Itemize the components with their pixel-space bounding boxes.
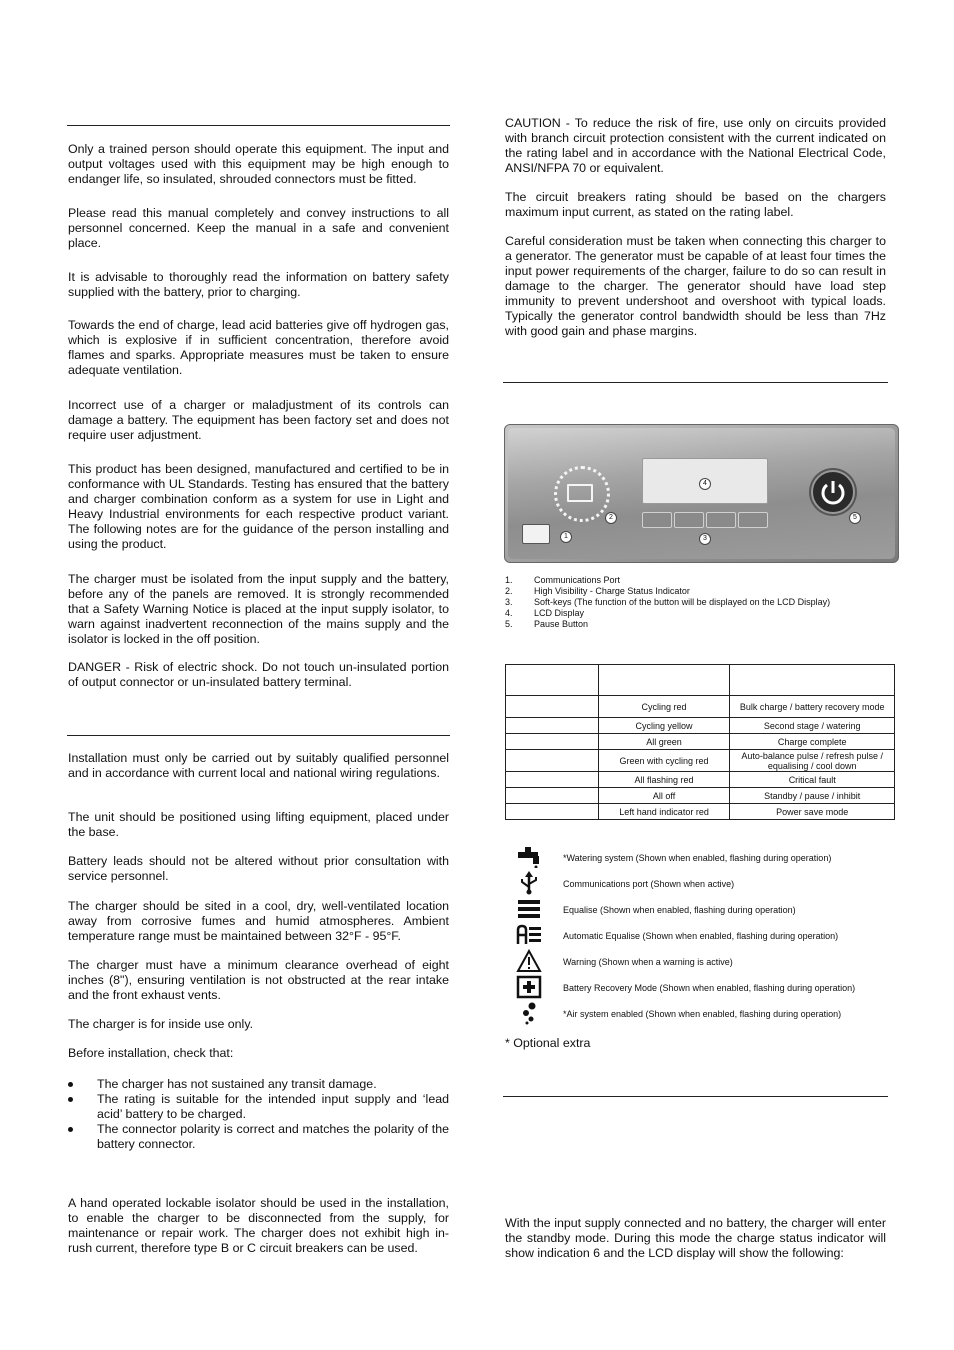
control-panel-image [504,424,899,563]
watering-tap-icon [515,845,543,869]
communications-port-icon [522,524,550,544]
section-rule [503,1096,888,1097]
table-row: Cycling yellow Second stage / watering [506,718,895,734]
callout-label: 3 [699,533,711,545]
softkey-button[interactable] [706,512,736,528]
install-paragraph-3: Battery leads should not be altered without prior consultation with service personnel. [68,854,449,883]
safety-paragraph-5: Incorrect use of a charger or maladjustment of its controls can damage a battery. The equipment has been factory set and does not require user adjustment. [68,398,449,442]
breaker-paragraph: The circuit breakers rating should be based on the chargers maximum input current, as stated on the rating label. [505,190,886,219]
isolator-paragraph: A hand operated lockable isolator should be used in the installation, to enable the charger to be disconnected from the supply, for maintenance or repair work. The charger does not exhibit high in-rush current, therefore type B or C circuit breakers can be used. [68,1196,449,1255]
list-item: 2. High Visibility - Charge Status Indicator [505,586,690,596]
table-row: All off Standby / pause / inhibit [506,788,895,804]
bullet-icon [68,1097,73,1102]
table-row: Left hand indicator red Power save mode [506,804,895,820]
danger-paragraph: DANGER - Risk of electric shock. Do not touch un-insulated portion of output connector or un-insulated battery terminal. [68,660,449,689]
section-rule [67,735,450,736]
pause-button[interactable] [811,470,855,514]
install-paragraph-6: The charger is for inside use only. [68,1017,254,1031]
list-item: *Air system enabled (Shown when enabled, flashing during operation) [515,1001,895,1025]
section-rule [503,382,888,383]
safety-paragraph-4: Towards the end of charge, lead acid batteries give off hydrogen gas, which is explosive if in sufficient concentration, therefore avoid flames and sparks. Appropriate measures must be taken to ensure adequate ventilation. [68,318,449,377]
generator-paragraph: Careful consideration must be taken when connecting this charger to a generator. The generator must be capable of at least four times the input power requirements of the charger, failure to do so can result in damage to the charger. The generator should have load step immunity to prevent undershoot and overshoot with typical loads. Typically the generator control bandwidth should be less than 7Hz with good gain and phase margins. [505,234,886,338]
panel-face [508,428,895,559]
table-row: Green with cycling red Auto-balance pulse / refresh pulse / equalising / cool down [506,750,895,772]
panel-legend [505,575,895,630]
list-item: Automatic Equalise (Shown when enabled, flashing during operation) [515,923,895,947]
standby-paragraph: With the input supply connected and no battery, the charger will enter the standby mode. During this mode the charge status indicator will show indication 6 and the LCD display will show the following: [505,1216,886,1260]
safety-paragraph-3: It is advisable to thoroughly read the information on battery safety supplied with the battery, prior to charging. [68,270,449,299]
list-item: 3. Soft-keys (The function of the button will be displayed on the LCD Display) [505,597,831,607]
safety-paragraph-6: This product has been designed, manufactured and certified to be in conformance with UL Standards. Testing has ensured that the battery and charger combination conform as a system for use in Light and Heavy Industrial environments for each respective product variant. The following notes are for the guidance of the person installing and using the product. [68,462,449,551]
list-item: 4. LCD Display [505,608,585,618]
table-header-row [506,665,895,696]
list-item: The charger has not sustained any transit damage. [68,1077,449,1092]
table-row: All green Charge complete [506,734,895,750]
install-paragraph-4: The charger should be sited in a cool, dry, well-ventilated location away from corrosive fumes and humid atmospheres. Ambient temperature range must be maintained between 32°F - 95°F. [68,899,449,943]
safety-paragraph-1: Only a trained person should operate this equipment. The input and output voltages used with this equipment may be high enough to endanger life, so insulated, shrouded connectors must be fitted. [68,142,449,186]
softkey-button[interactable] [642,512,672,528]
safety-paragraph-2: Please read this manual completely and convey instructions to all personnel concerned. Keep the manual in a safe and convenient place. [68,206,449,250]
install-paragraph-1: Installation must only be carried out by suitably qualified personnel and in accordance with current local and national wiring regulations. [68,751,449,780]
list-item: *Watering system (Shown when enabled, flashing during operation) [515,845,895,869]
power-icon [813,472,853,512]
list-item: Equalise (Shown when enabled, flashing during operation) [515,897,895,921]
usb-icon [515,871,543,895]
install-paragraph-2: The unit should be positioned using lifting equipment, placed under the base. [68,810,449,839]
checklist [68,1077,449,1152]
list-item: 5. Pause Button [505,619,589,629]
battery-recovery-cross-icon [515,975,543,999]
softkey-button[interactable] [674,512,704,528]
callout-label: 2 [605,512,617,524]
table-row: Cycling red Bulk charge / battery recovery mode [506,696,895,718]
bullet-icon [68,1127,73,1132]
optional-extra-note: * Optional extra [505,1036,591,1050]
warning-triangle-icon [515,949,543,973]
bullet-icon [68,1082,73,1087]
table-row: All flashing red Critical fault [506,772,895,788]
callout-label: 5 [849,512,861,524]
callout-label: 1 [560,531,572,543]
list-item: Warning (Shown when a warning is active) [515,949,895,973]
list-item: The connector polarity is correct and matches the polarity of the battery connector. [68,1122,449,1152]
list-item: 1. Communications Port [505,575,621,585]
safety-paragraph-7: The charger must be isolated from the input supply and the battery, before any of the panels are removed. It is strongly recommended that a Safety Warning Notice is placed at the input supply isolator, to warn against inadvertent reconnection of the mains supply and the isolator is locked in the off position. [68,572,449,646]
list-item: Battery Recovery Mode (Shown when enabled, flashing during operation) [515,975,895,999]
caution-paragraph: CAUTION - To reduce the risk of fire, use only on circuits provided with branch circuit protection consistent with the current indicated on the rating label and in accordance with the National Electrical Code, ANSI/NFPA 70 or equivalent. [505,116,886,175]
softkey-button[interactable] [738,512,768,528]
list-item: Communications port (Shown when active) [515,871,895,895]
install-paragraph-7: Before installation, check that: [68,1046,234,1060]
auto-equalise-icon [515,923,543,947]
air-bubbles-icon [515,1001,543,1025]
battery-icon [567,484,593,502]
callout-label: 4 [699,478,711,490]
install-paragraph-5: The charger must have a minimum clearance overhead of eight inches (8"), ensuring ventilation is not obstructed at the rear intake and the front exhaust vents. [68,958,449,1002]
charge-status-table [505,664,895,820]
list-item: The rating is suitable for the intended input supply and ‘lead acid’ battery to be charged. [68,1092,449,1122]
equalise-bars-icon [515,897,543,921]
section-rule [67,125,450,126]
